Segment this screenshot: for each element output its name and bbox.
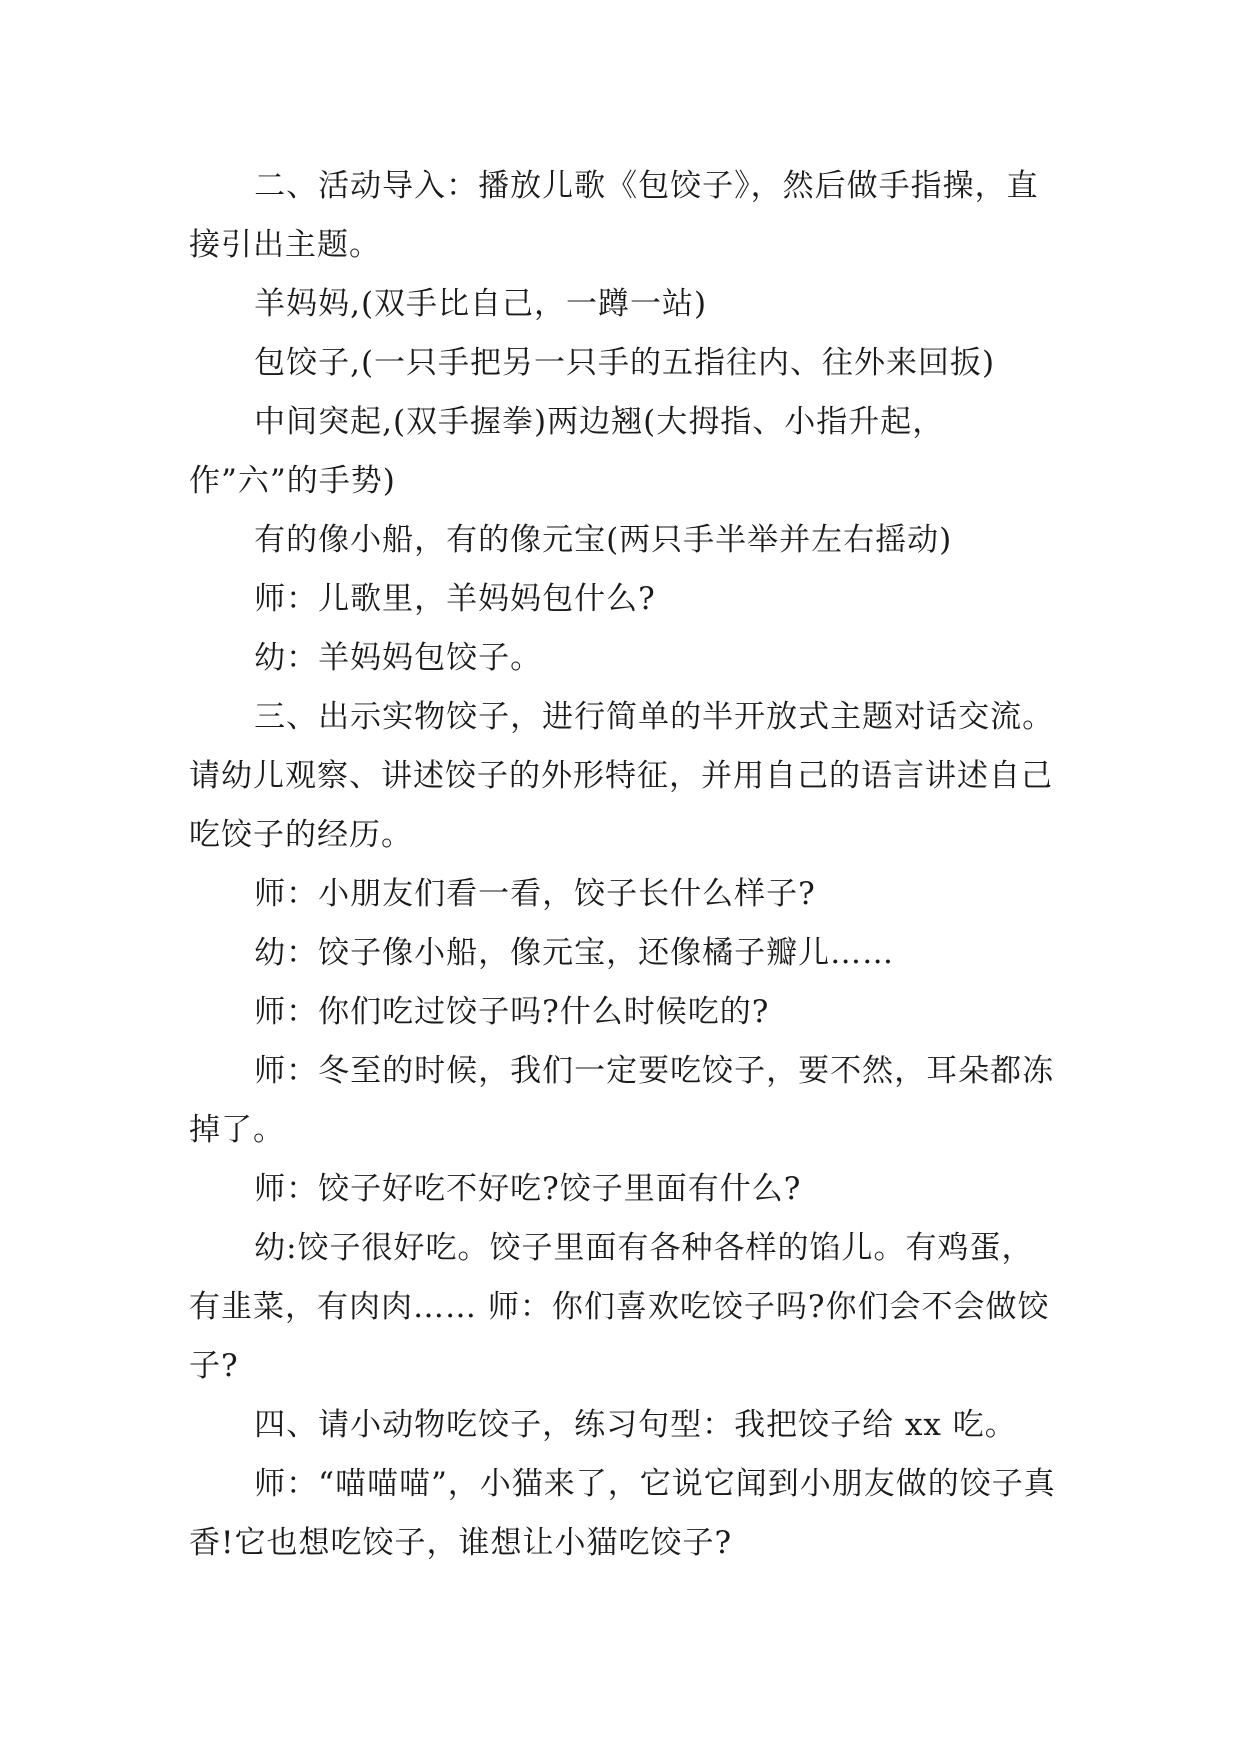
paragraph: 师：“喵喵喵”，小猫来了，它说它闻到小朋友做的饺子真香!它也想吃饺子，谁想让小猫吃饺子? <box>189 1466 1056 1561</box>
paragraph: 有的像小船，有的像元宝(两只手半举并左右摇动) <box>254 522 953 558</box>
paragraph: 四、请小动物吃饺子，练习句型：我把饺子给 xx 吃。 <box>254 1407 1017 1443</box>
paragraph: 羊妈妈,(双手比自己，一蹲一站) <box>254 286 708 322</box>
paragraph: 师：饺子好吃不好吃?饺子里面有什么? <box>254 1171 802 1207</box>
paragraph: 包饺子,(一只手把另一只手的五指往内、往外来回扳) <box>254 345 996 381</box>
paragraph: 幼:饺子很好吃。饺子里面有各种各样的馅儿。有鸡蛋，有韭菜，有肉肉…… 师：你们喜欢吃饺子吗?你们会不会做饺子? <box>189 1230 1050 1384</box>
paragraph: 师：冬至的时候，我们一定要吃饺子，要不然，耳朵都冻掉了。 <box>189 1053 1055 1148</box>
paragraph: 中间突起,(双手握拳)两边翘(大拇指、小指升起，作”六”的手势) <box>189 404 945 499</box>
paragraph: 幼：饺子像小船，像元宝，还像橘子瓣儿…… <box>254 935 895 971</box>
document-body <box>189 157 1059 1573</box>
paragraph: 师：儿歌里，羊妈妈包什么? <box>254 581 656 617</box>
paragraph: 二、活动导入：播放儿歌《包饺子》，然后做手指操，直接引出主题。 <box>189 168 1039 263</box>
paragraph: 三、出示实物饺子，进行简单的半开放式主题对话交流。请幼儿观察、讲述饺子的外形特征，并用自己的语言讲述自己吃饺子的经历。 <box>189 699 1055 853</box>
paragraph: 师：你们吃过饺子吗?什么时候吃的? <box>254 994 770 1030</box>
paragraph: 师：小朋友们看一看，饺子长什么样子? <box>254 876 816 912</box>
paragraph: 幼：羊妈妈包饺子。 <box>254 640 543 676</box>
